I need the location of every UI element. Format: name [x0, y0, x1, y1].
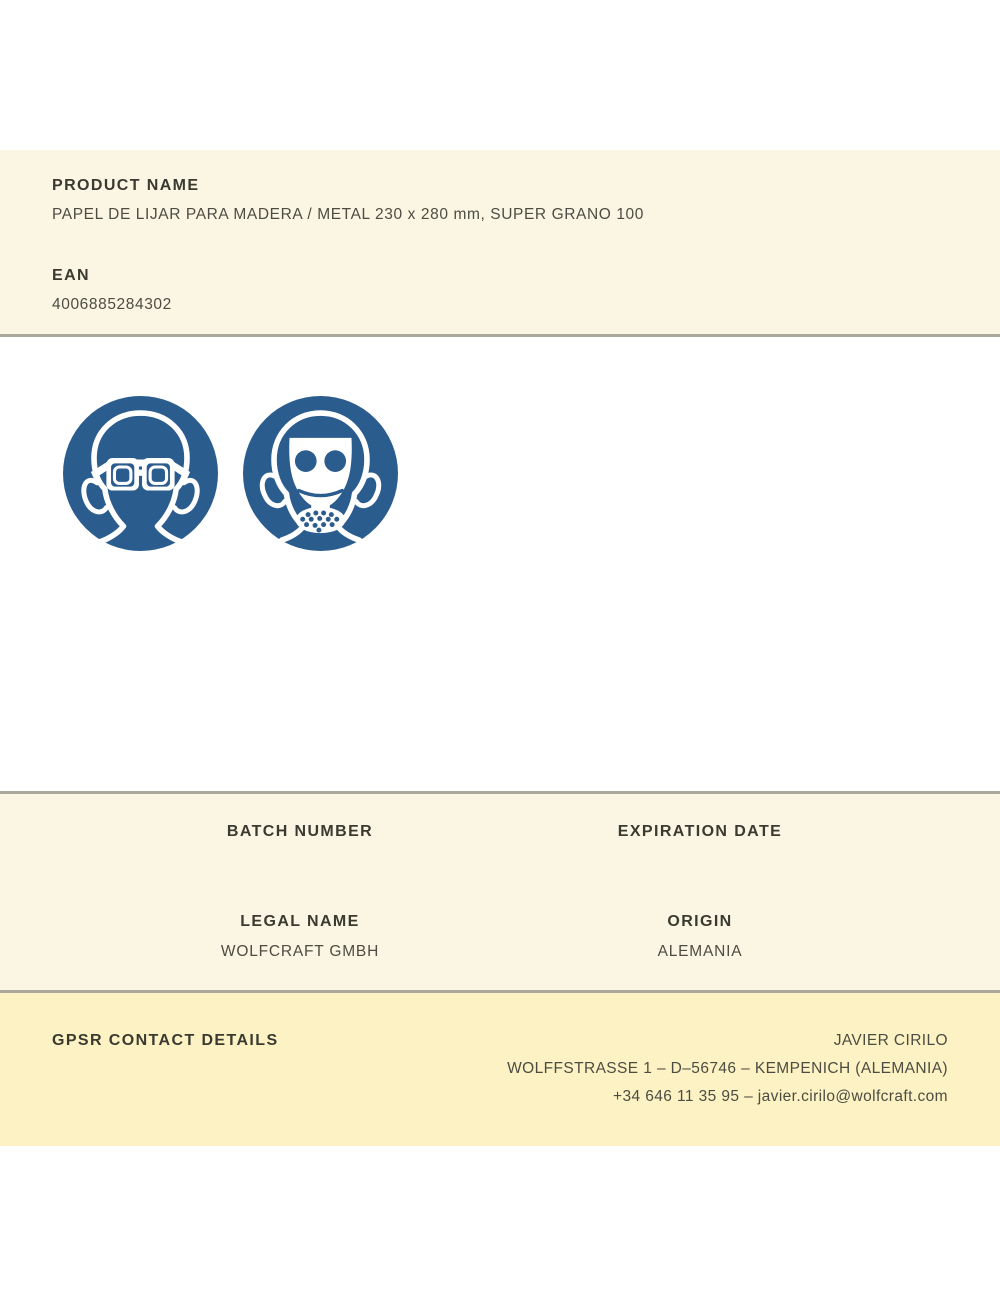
details-right-column [500, 822, 900, 961]
gpsr-contact-info [507, 1031, 948, 1106]
product-identity-section [0, 150, 1000, 337]
ean-value: 4006885284302 [52, 296, 172, 313]
expiration-date-label: EXPIRATION DATE [617, 823, 783, 840]
contact-person-name: JAVIER CIRILO [833, 1032, 948, 1049]
product-name-label: PRODUCT NAME [52, 177, 200, 194]
ean-label: EAN [52, 267, 90, 284]
gpsr-contact-details-label: GPSR CONTACT DETAILS [52, 1032, 279, 1049]
ean-field [52, 266, 948, 314]
safety-icons-section [0, 337, 1000, 791]
expiration-date-value [500, 854, 900, 873]
gpsr-contact-section [0, 993, 1000, 1146]
wear-eye-protection-icon [63, 396, 218, 551]
product-name-value: PAPEL DE LIJAR PARA MADERA / METAL 230 x 280 mm, SUPER GRANO 100 [52, 206, 644, 223]
contact-phone-email: +34 646 11 35 95 – javier.cirilo@wolfcraft.com [613, 1088, 948, 1105]
batch-number-label: BATCH NUMBER [226, 823, 374, 840]
legal-name-label: LEGAL NAME [240, 913, 360, 930]
product-name-field [52, 176, 948, 224]
origin-value: ALEMANIA [657, 943, 743, 960]
origin-label: ORIGIN [667, 913, 733, 930]
contact-address: WOLFFSTRASSE 1 – D–56746 – KEMPENICH (ALEMANIA) [507, 1060, 948, 1077]
batch-legal-details-section [0, 791, 1000, 993]
details-grid [100, 822, 900, 961]
legal-name-value: WOLFCRAFT GMBH [220, 943, 380, 960]
details-left-column [100, 822, 500, 961]
top-whitespace [0, 0, 1000, 150]
batch-number-value [100, 854, 500, 873]
wear-respiratory-protection-icon [243, 396, 398, 551]
